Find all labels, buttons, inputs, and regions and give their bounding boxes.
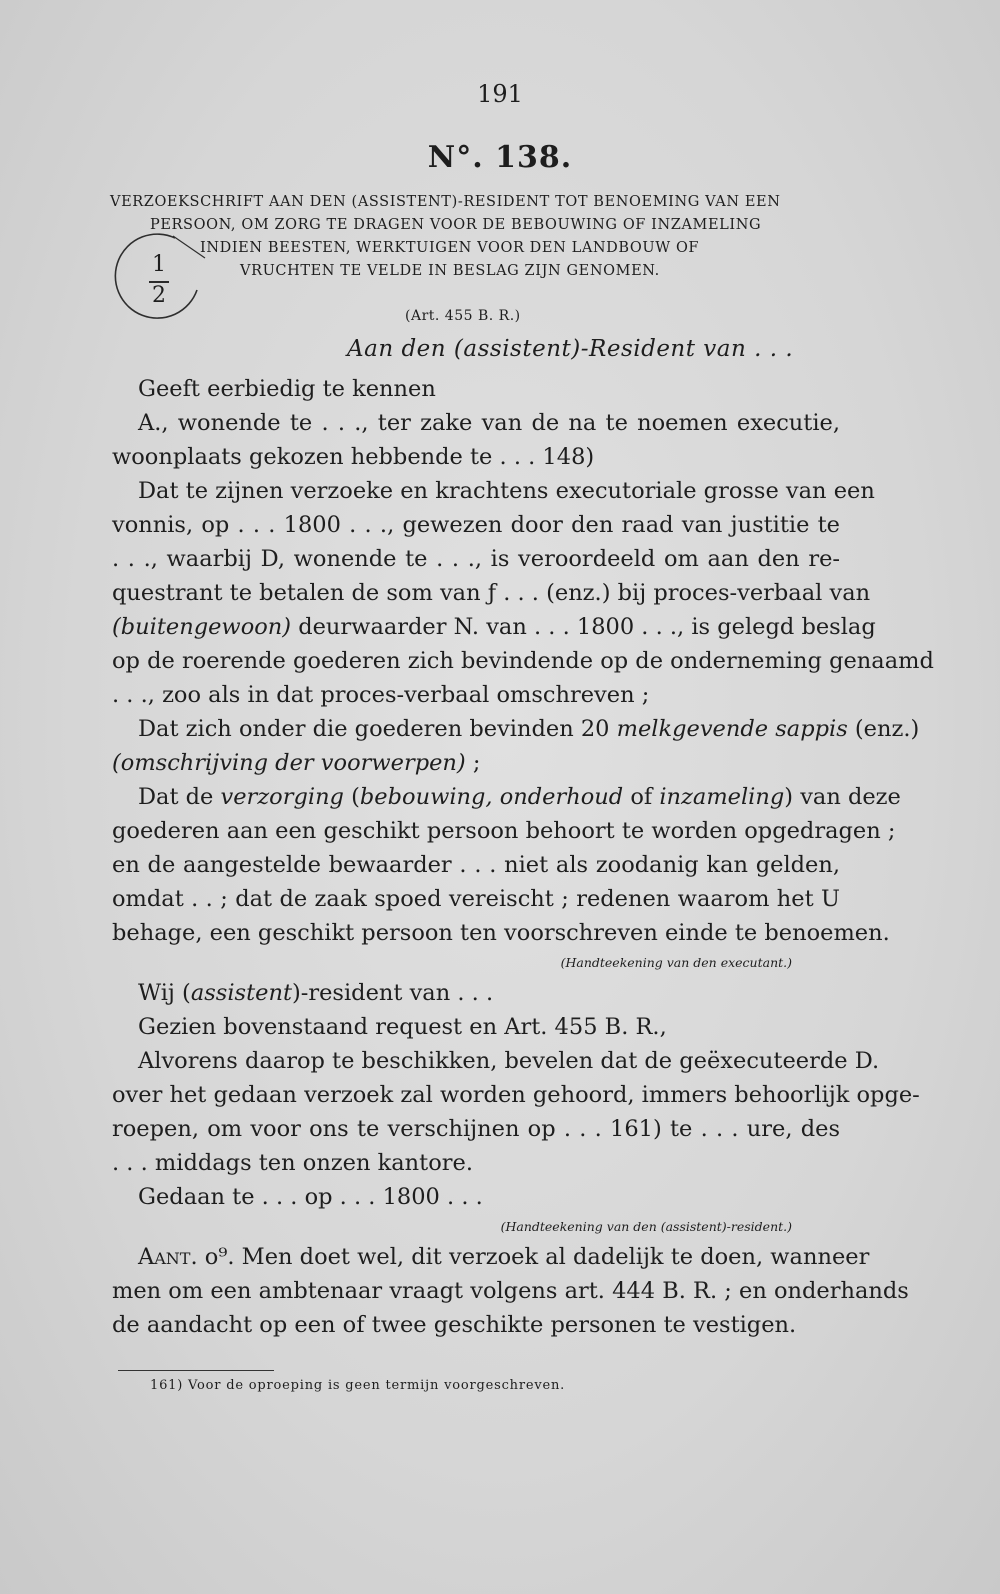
body-line: behage, een geschikt persoon ten voorschreven einde te benoemen. [112,920,890,946]
body-line: goederen aan een geschikt persoon behoort te worden opgedragen ; [112,818,896,844]
body-line [112,746,840,780]
addressee: Aan den (assistent)-Resident van . . . [347,336,794,362]
body-line: Dat te zijnen verzoeke en krachtens executoriale grosse van een [138,478,875,504]
body-line: Gezien bovenstaand request en Art. 455 B. R., [138,1014,667,1040]
body-line: . . ., zoo als in dat proces-verbaal omschreven ; [112,682,650,708]
page-number: 191 [477,80,523,108]
body-line [112,610,876,644]
text-run: )-resident van . . . [291,980,494,1006]
text-run: (enz.) [847,716,920,742]
italic-phrase: melkgevende sappis [616,716,848,742]
stamp-circle-icon [113,232,209,324]
body-line: Alvorens daarop te beschikken, bevelen dat de geëxecuteerde D. [138,1048,880,1074]
italic-phrase: bebouwing, onderhoud [359,784,624,810]
text-run: Wij ( [138,980,191,1006]
body-line: questrant te betalen de som van ƒ . . . (enz.) bij proces-verbaal van [112,580,871,606]
heading-line-3: INDIEN BEESTEN, WERKTUIGEN VOOR DEN LANDBOUW OF [200,240,700,256]
body-line: Gedaan te . . . op . . . 1800 . . . [138,1184,483,1210]
italic-phrase: (buitengewoon) [112,614,292,640]
body-line: op de roerende goederen zich bevindende op de onderneming genaamd [112,648,934,674]
text-run: Dat zich onder die goederen bevinden 20 [138,716,617,742]
body-line [112,780,901,814]
body-line: vonnis, op . . . 1800 . . ., gewezen door den raad van justitie te [112,512,840,538]
stamp-numerator: 1 [152,252,166,277]
body-line: . . ., waarbij D, wonende te . . ., is veroordeeld om aan den re- [112,546,840,572]
stamp-denominator: 2 [152,283,166,308]
heading-line-2: PERSOON, OM ZORG TE DRAGEN VOOR DE BEBOUWING OF INZAMELING [150,217,762,233]
italic-phrase: verzorging [220,784,344,810]
body-line: A., wonende te . . ., ter zake van de na te noemen executie, [138,410,840,436]
signature-note-resident: (Handteekening van den (assistent)-resident.) [500,1219,792,1234]
text-run: ; [465,750,481,776]
body-line: men om een ambtenaar vraagt volgens art. 444 B. R. ; en onderhands [112,1278,909,1304]
body-line [112,976,840,1010]
body-line: woonplaats gekozen hebbende te . . . 148) [112,444,595,470]
document-body [112,372,934,1342]
body-line: en de aangestelde bewaarder . . . niet als zoodanig kan gelden, [112,852,840,878]
body-line [112,1240,870,1274]
fraction-stamp [113,232,209,324]
annotation-label: Aant. [138,1244,198,1270]
document-number: N°. 138. [427,140,573,175]
heading-line-4: VRUCHTEN TE VELDE IN BESLAG ZIJN GENOMEN. [240,263,660,279]
heading-line-1: VERZOEKSCHRIFT AAN DEN (ASSISTENT)-RESIDENT TOT BENOEMING VAN EEN [110,194,781,210]
body-line: Geeft eerbiedig te kennen [138,376,436,402]
italic-phrase: inzameling [659,784,785,810]
footnote-rule [118,1370,274,1371]
text-run: ) van deze [784,784,901,810]
body-line: omdat . . ; dat de zaak spoed vereischt ; redenen waarom het U [112,886,840,912]
text-run: of [623,784,660,810]
text-run: deurwaarder N. van . . . 1800 . . ., is gelegd beslag [291,614,876,640]
text-run: ( [343,784,360,810]
text-run: Dat de [138,784,221,810]
body-line: de aandacht op een of twee geschikte personen te vestigen. [112,1312,797,1338]
signature-note-executant: (Handteekening van den executant.) [560,955,792,970]
body-line: roepen, om voor ons te verschijnen op . . . 161) te . . . ure, des [112,1116,840,1142]
footnote: 161) Voor de oproeping is geen termijn voorgeschreven. [150,1378,566,1393]
text-run: o⁹. Men doet wel, dit verzoek al dadelijk te doen, wanneer [197,1244,870,1270]
body-line [112,712,920,746]
italic-phrase: assistent [190,980,292,1006]
article-reference: (Art. 455 B. R.) [405,308,521,324]
body-line: . . . middags ten onzen kantore. [112,1150,473,1176]
italic-phrase: (omschrijving der voorwerpen) [112,750,466,776]
body-line: over het gedaan verzoek zal worden gehoord, immers behoorlijk opge- [112,1082,920,1108]
